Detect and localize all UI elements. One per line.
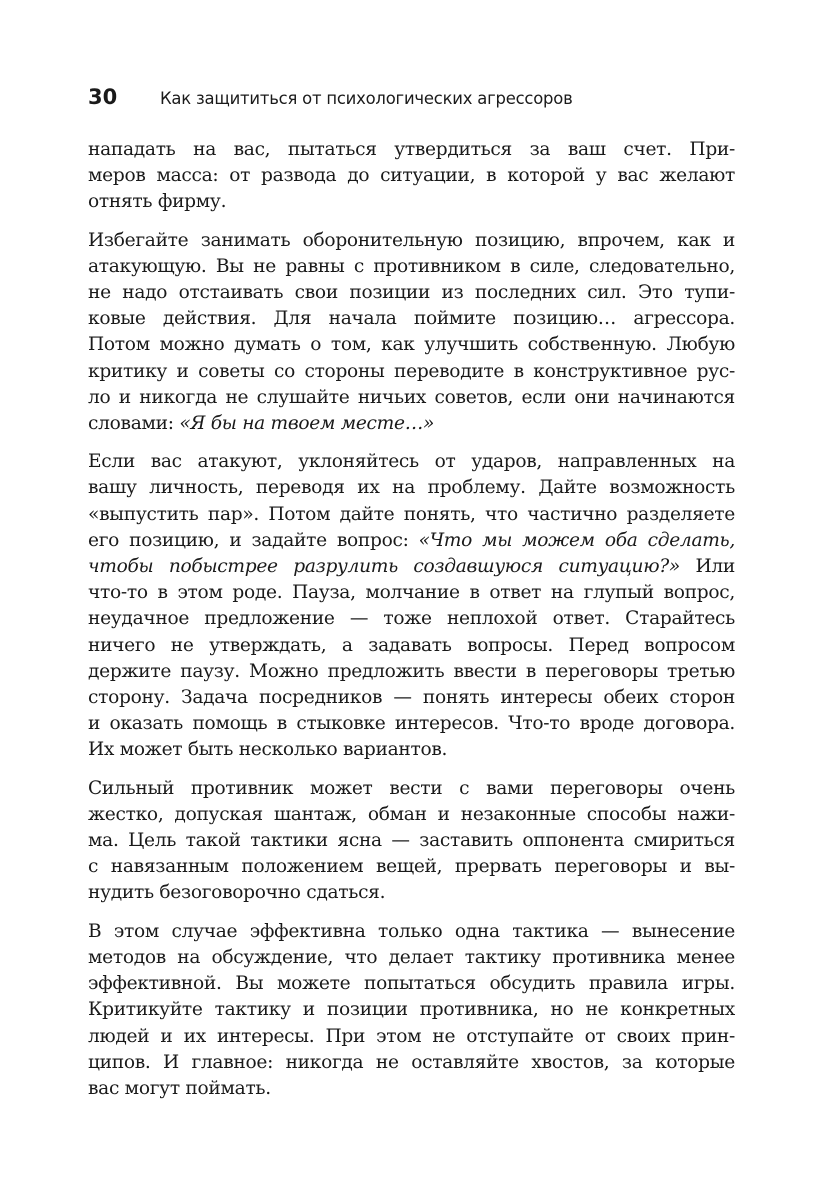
italic-quote: «Я бы на твоем месте…» — [179, 413, 435, 435]
text-line: неудачное предложение — тоже неплохой ответ. Старайтесь — [88, 608, 735, 630]
text-line: людей и их интересы. При этом не отступайте от своих прин- — [88, 1025, 735, 1047]
text-line: нудить безоговорочно сдаться. — [88, 882, 386, 904]
paragraph-4 — [88, 776, 735, 907]
text-line — [88, 411, 735, 437]
text-line: методов на обсуждение, что делает тактику противника менее — [88, 946, 735, 968]
paragraph-5 — [88, 919, 735, 1102]
text-line: атакующую. Вы не равны с противником в силе, следовательно, — [88, 255, 735, 277]
text-line: Их может быть несколько вариантов. — [88, 739, 448, 761]
text-line: «выпустить пар». Потом дайте понять, что частично разделяете — [88, 503, 735, 525]
text-line: ничего не утверждать, а задавать вопросы. Перед вопросом — [88, 634, 735, 656]
body-text — [88, 137, 735, 1114]
paragraph-2 — [88, 228, 735, 438]
text-line: ковые действия. Для начала поймите позицию… агрессора. — [88, 308, 735, 330]
text-fragment: Или — [680, 556, 735, 578]
text-line: сторону. Задача посредников — понять интересы обеих сторон — [88, 687, 735, 709]
text-fragment: его позицию, и задайте вопрос: — [88, 529, 419, 551]
italic-quote: «Что мы можем оба сделать, — [418, 529, 735, 551]
text-line: Сильный противник может вести с вами переговоры очень — [88, 777, 735, 799]
text-line: не надо отстаивать свои позиции из последних сил. Это тупи- — [88, 282, 735, 304]
text-line: с навязанным положением вещей, прервать переговоры и вы- — [88, 856, 735, 878]
running-head — [88, 82, 738, 112]
page-number: 30 — [88, 85, 118, 109]
text-line — [88, 528, 735, 554]
text-line — [88, 554, 735, 580]
text-line: Если вас атакуют, уклоняйтесь от ударов, направленных на — [88, 451, 735, 473]
text-line: вашу личность, переводя их на проблему. Дайте возможность — [88, 477, 735, 499]
text-line: что-то в этом роде. Пауза, молчание в ответ на глупый вопрос, — [88, 582, 735, 604]
text-line: нападать на вас, пытаться утвердиться за ваш счет. При- — [88, 139, 735, 160]
text-line: вас могут поймать. — [88, 1077, 271, 1099]
italic-quote: чтобы побыстрее разрулить создавшуюся ситуацию?» — [88, 556, 681, 578]
text-fragment: словами: — [88, 413, 180, 435]
text-line: критику и советы со стороны переводите в конструктивное рус- — [88, 360, 735, 382]
running-title: Как защититься от психологических агрессоров — [160, 89, 573, 108]
text-line: ма. Цель такой тактики ясна — заставить оппонента смириться — [88, 830, 735, 852]
text-line: ципов. И главное: никогда не оставляйте хвостов, за которые — [88, 1051, 735, 1073]
text-line: Потом можно думать о том, как улучшить собственную. Любую — [88, 334, 735, 356]
text-line: Избегайте занимать оборонительную позицию, впрочем, как и — [88, 229, 735, 251]
text-line: держите паузу. Можно предложить ввести в переговоры третью — [88, 660, 735, 682]
paragraph-1 — [88, 137, 735, 216]
text-line: жестко, допуская шантаж, обман и незаконные способы нажи- — [88, 803, 735, 825]
text-line: Критикуйте тактику и позиции противника, но не конкретных — [88, 999, 735, 1021]
paragraph-3 — [88, 449, 735, 763]
text-line: отнять фирму. — [88, 191, 227, 213]
text-line: ло и никогда не слушайте ничьих советов, если они начинаются — [88, 386, 735, 408]
text-line: эффективной. Вы можете попытаться обсудить правила игры. — [88, 973, 735, 995]
text-line: В этом случае эффективна только одна тактика — вынесение — [88, 920, 735, 942]
text-line: меров масса: от развода до ситуации, в которой у вас желают — [88, 165, 735, 187]
text-line: и оказать помощь в стыковке интересов. Что-то вроде договора. — [88, 713, 735, 735]
